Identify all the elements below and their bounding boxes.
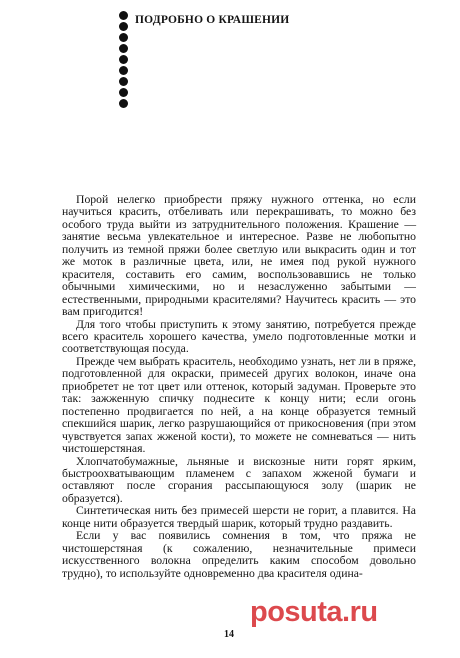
watermark-logo: posuta.ru (250, 596, 378, 628)
bullet-dot (119, 88, 128, 97)
bullet-dot (119, 99, 128, 108)
bullet-dot (119, 66, 128, 75)
section-heading: ПОДРОБНО О КРАШЕНИИ (135, 14, 290, 26)
paragraph: Синтетическая нить без примесей шерсти не горит, а плавится. На конце нити образуется твердый шарик, который трудно раздавить. (62, 504, 416, 530)
bullet-dot (119, 55, 128, 64)
paragraph: Хлопчатобумажные, льняные и вискозные нити горят ярким, быстроохватывающим пламенем с запахом жженой бумаги и оставляют после сгорания рассыпающуюся золу (шарик не образуется). (62, 454, 416, 505)
paragraph: Прежде чем выбрать краситель, необходимо узнать, нет ли в пряже, подготовленной для окраски, примесей других волокон, иначе она приобретет не тот цвет или оттенок, который задуман. Проверьте это так: зажженную спичку поднесите к концу нити; если огонь постепенно продвигается по ней, а на конце образуется темный спекшийся шарик, легко разрушающийся от прикосновения (при этом чувствуется запах жженой кости), то можете не сомневаться — нить чистошерстяная. (62, 354, 416, 456)
bullet-dot (119, 44, 128, 53)
bullet-column (119, 11, 129, 110)
bullet-dot (119, 77, 128, 86)
bullet-dot (119, 22, 128, 31)
bullet-dot (119, 11, 128, 20)
body-text (62, 194, 416, 580)
page-number: 14 (224, 629, 234, 640)
paragraph: Порой нелегко приобрести пряжу нужного оттенка, но если научиться красить, отбеливать или перекрашивать, то можно без особого труда выйти из затруднительного положения. Крашение — занятие весьма увлекательное и интересное. Разве не любопытно получить из темной пряжи более светлую или выкрасить один и тот же моток в различные цвета, или, не имея под рукой нужного красителя, составить его самим, воспользовавшись не только обычными химическими, но и незаслуженно забытыми — естественными, природными красителями? Научитесь красить — это вам пригодится! (62, 193, 416, 319)
paragraph: Если у вас появились сомнения в том, что пряжа не чистошерстяная (к сожалению, незначительные примеси искусственного волокна определить каким способом довольно трудно), то используйте одновременно два красителя одина- (62, 529, 416, 580)
bullet-dot (119, 33, 128, 42)
paragraph: Для того чтобы приступить к этому занятию, потребуется прежде всего краситель хорошего качества, умело подготовленные мотки и соответствующая посуда. (62, 317, 416, 356)
